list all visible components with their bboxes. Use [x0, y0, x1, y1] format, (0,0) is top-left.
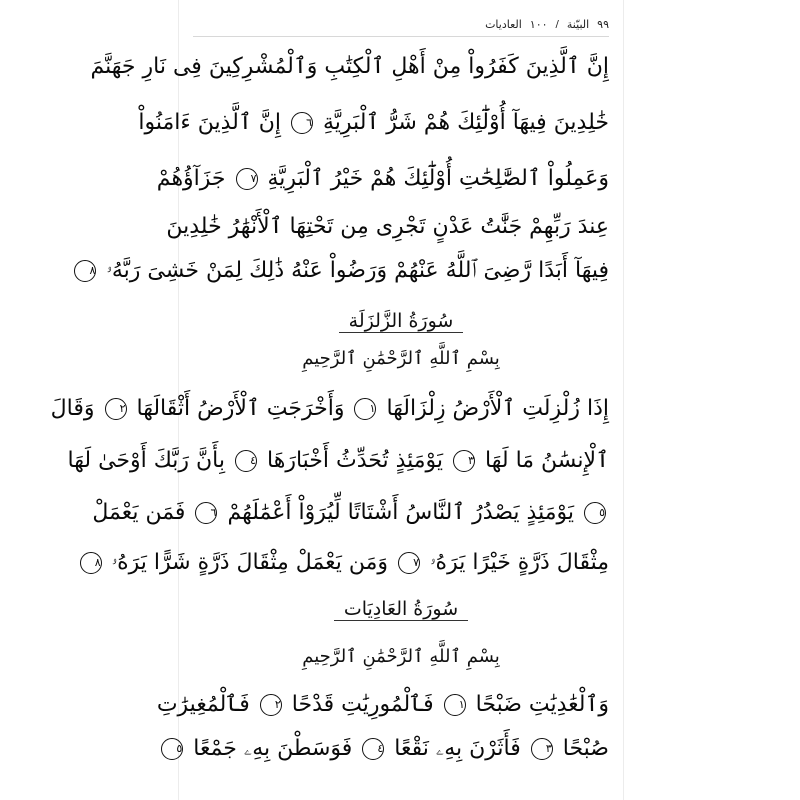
page-number-left: ٩٩ [597, 17, 609, 31]
verse-text: ٱلْإِنسَٰنُ مَا لَهَا [485, 448, 609, 473]
surah-title-adiyat: سُورَةُ العَادِيَات [179, 592, 623, 626]
ayah-number-marker: ٥ [161, 738, 183, 760]
verse-text: عِندَ رَبِّهِمْ جَنَّٰتُ عَدْنٍ تَجْرِى مِن تَحْتِهَا ٱلْأَنْهَٰرُ خَٰلِدِينَ [166, 214, 609, 239]
verse-text: وَمَن يَعْمَلْ مِثْقَالَ ذَرَّةٍ شَرًّا يَرَهُۥ [111, 550, 389, 575]
verse-text: يَوْمَئِذٍ تُحَدِّثُ أَخْبَارَهَا [267, 448, 444, 473]
ayah-number-marker: ٤ [235, 450, 257, 472]
verse-text: إِنَّ ٱلَّذِينَ ءَامَنُواْ [138, 110, 281, 135]
ayah-number-marker: ٤ [362, 738, 384, 760]
verse-text: فِيهَآ أَبَدًا رَّضِىَ ٱللَّهُ عَنْهُمْ وَرَضُواْ عَنْهُ ذَٰلِكَ لِمَنْ خَشِىَ رَبَّهُۥ [106, 258, 609, 283]
verse-text: خَٰلِدِينَ فِيهَآ أُوْلَٰٓئِكَ هُمْ شَرُّ ٱلْبَرِيَّةِ [323, 110, 609, 135]
verse-text: فَٱلْمُغِيرَٰتِ [156, 692, 250, 717]
verse-line [89, 248, 609, 294]
surah-title-zalzalah: سُورَةُ الزَّلزَلَة [179, 304, 623, 338]
verse-text: يَوْمَئِذٍ يَصْدُرُ ٱلنَّاسُ أَشْتَاتًا لِّيُرَوْاْ أَعْمَٰلَهُمْ [227, 500, 574, 525]
verse-line [94, 540, 609, 586]
surah-name-left: البيّنة [566, 17, 590, 31]
verse-text: وَأَخْرَجَتِ ٱلْأَرْضُ أَثْقَالَهَا [136, 396, 345, 421]
basmala: بِسْمِ ٱللَّهِ ٱلرَّحْمَٰنِ ٱلرَّحِيمِ [302, 646, 500, 667]
verse-text: وَٱلْعَٰدِيَٰتِ ضَبْحًا [475, 692, 609, 717]
ayah-number-marker: ٦ [291, 112, 313, 134]
ayah-number-marker: ١ [354, 398, 376, 420]
verse-text: فَوَسَطْنَ بِهِۦ جَمْعًا [193, 736, 353, 761]
verse-text: مِثْقَالَ ذَرَّةٍ خَيْرًا يَرَهُۥ [430, 550, 609, 575]
page-header [193, 12, 609, 37]
ayah-number-marker: ٨ [80, 552, 102, 574]
ayah-number-marker: ٧ [236, 168, 258, 190]
verse-text: إِنَّ ٱلَّذِينَ كَفَرُواْ مِنْ أَهْلِ ٱلْكِتَٰبِ وَٱلْمُشْرِكِينَ فِى نَارِ جَهَنَّمَ [90, 54, 609, 79]
verse-text: فَٱلْمُورِيَٰتِ قَدْحًا [291, 692, 434, 717]
basmala: بِسْمِ ٱللَّهِ ٱلرَّحْمَٰنِ ٱلرَّحِيمِ [302, 348, 500, 369]
verse-text: وَعَمِلُواْ ٱلصَّٰلِحَٰتِ أُوْلَٰٓئِكَ هُمْ خَيْرُ ٱلْبَرِيَّةِ [267, 166, 609, 191]
page-number-right: ١٠٠ [529, 17, 548, 31]
verse-text: جَزَآؤُهُمْ [156, 166, 226, 191]
verse-text: وَقَالَ [50, 396, 95, 421]
verse-text: إِذَا زُلْزِلَتِ ٱلْأَرْضُ زِلْزَالَهَا [386, 396, 609, 421]
mushaf-page [50, 0, 624, 800]
ayah-number-marker: ٢ [260, 694, 282, 716]
ayah-number-marker: ٥ [584, 502, 606, 524]
ayah-number-marker: ٣ [531, 738, 553, 760]
ayah-number-marker: ٦ [195, 502, 217, 524]
verse-text: فَمَن يَعْمَلْ [92, 500, 186, 525]
ayah-number-marker: ١ [444, 694, 466, 716]
surah-name-right: العاديات [485, 17, 522, 31]
verse-line [67, 438, 609, 484]
ayah-number-marker: ٢ [105, 398, 127, 420]
verse-line [92, 490, 609, 536]
ayah-number-marker: ٨ [74, 260, 96, 282]
ayah-number-marker: ٧ [398, 552, 420, 574]
header-separator: / [555, 18, 559, 30]
verse-line [90, 44, 609, 90]
verse-line [176, 726, 609, 772]
verse-line [166, 204, 609, 250]
verse-line [50, 386, 609, 432]
verse-text: بِأَنَّ رَبَّكَ أَوْحَىٰ لَهَا [67, 448, 226, 473]
verse-text: فَأَثَرْنَ بِهِۦ نَقْعًا [394, 736, 521, 761]
verse-line [156, 156, 609, 202]
verse-line [138, 100, 609, 146]
verse-text: صُبْحًا [562, 736, 609, 761]
ayah-number-marker: ٣ [453, 450, 475, 472]
verse-line [156, 682, 609, 728]
